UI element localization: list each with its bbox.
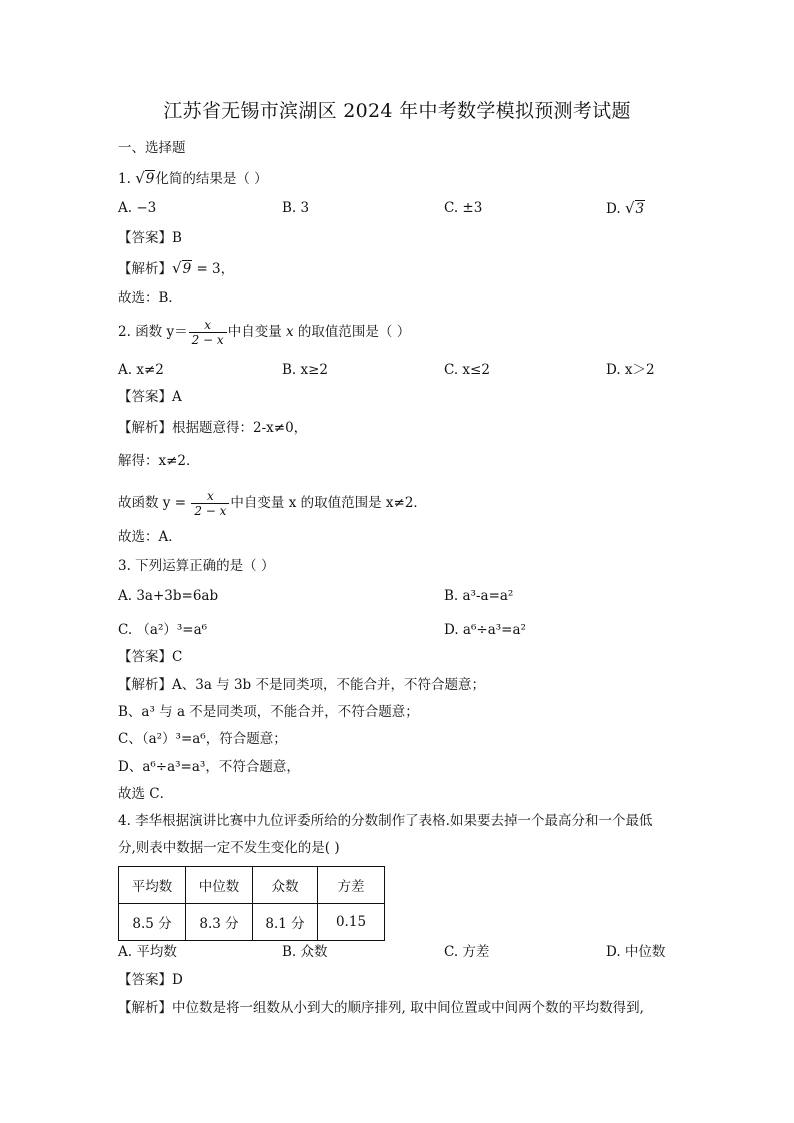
q3-analysis-c: C、（a²）³=a⁶，符合题意； [118,731,287,747]
q1-stem-text: 化简的结果是（ ） [155,171,268,187]
q1-analysis: 【解析】√9 = 3， [118,259,235,277]
q2-option-d: D. x＞2 [606,362,655,378]
q3-stem: 3. 下列运算正确的是（ ） [118,558,275,574]
q1-option-c: C. ±3 [444,200,483,216]
sqrt-symbol: √9 [135,169,155,187]
q2-fraction: $\frac{x}{2 - x}$ [189,318,227,347]
q2-conclusion-formula: 故函数 y = $\frac{x}{2 - x}$ 中自变量 x 的取值范围是 x≠2． [118,489,427,518]
q4-analysis: 【解析】中位数是将一组数从小到大的顺序排列, 取中间位置或中间两个数的平均数得到, [118,1000,644,1016]
q2-option-c: C. x≤2 [444,362,490,378]
table-header-cell: 中位数 [186,867,253,904]
score-table [118,866,385,941]
q4-option-d: D. 中位数 [606,944,666,960]
q3-conclusion: 故选 C． [118,786,174,802]
q2-option-a: A. x≠2 [118,362,164,378]
q2-answer: 【答案】A [118,389,182,405]
q1-option-a: A. −3 [118,200,157,216]
q4-stem-line2: 分,则表中数据一定不发生变化的是( ) [118,840,340,856]
q4-stem-line1: 4. 李华根据演讲比赛中九位评委所给的分数制作了表格.如果要去掉一个最高分和一个最低 [118,813,653,829]
table-header-cell: 平均数 [119,867,186,904]
table-cell: 8.5 分 [119,904,186,941]
page-title: 江苏省无锡市滨湖区 2024 年中考数学模拟预测考试题 [163,100,631,122]
q1-option-d: D. √3 [606,199,645,217]
q2-conclusion: 故选：A． [118,529,182,545]
table-cell: 8.1 分 [253,904,318,941]
q1-stem [118,168,268,189]
q4-option-a: A. 平均数 [118,944,177,960]
q3-analysis-a: 【解析】A、3a 与 3b 不是同类项，不能合并，不符合题意； [118,677,485,693]
q1-answer: 【答案】B [118,230,182,246]
table-header-row [119,867,385,904]
q4-option-c: C. 方差 [444,944,490,960]
q3-option-b: B. a³-a=a² [444,588,514,604]
q2-option-b: B. x≥2 [282,362,329,378]
q3-option-a: A. 3a+3b=6ab [118,588,219,604]
q3-analysis-b: B、a³ 与 a 不是同类项，不能合并，不符合题意； [118,704,419,720]
q3-analysis-d: D、a⁶÷a³=a³，不符合题意， [118,759,300,775]
table-header-cell: 方差 [318,867,385,904]
q1-number: 1. [118,171,131,187]
q2-solve: 解得：x≠2． [118,453,200,469]
q3-option-d: D. a⁶÷a³=a² [444,622,526,638]
q1-option-b: B. 3 [282,200,310,216]
q4-option-b: B. 众数 [282,944,328,960]
table-cell: 8.3 分 [186,904,253,941]
q3-answer: 【答案】C [118,649,183,665]
section-heading: 一、选择题 [118,140,186,156]
table-cell: 0.15 [318,904,385,941]
table-row [119,904,385,941]
q4-answer: 【答案】D [118,972,183,988]
q3-option-c: C. （a²）³=a⁶ [118,622,208,638]
q1-conclusion: 故选：B． [118,290,182,306]
q2-stem: 2. 函数 y＝ $\frac{x}{2 - x}$ 中自变量 x 的取值范围是（ ） [118,318,411,347]
table-header-cell: 众数 [253,867,318,904]
q2-analysis: 【解析】根据题意得：2-x≠0， [118,420,308,436]
